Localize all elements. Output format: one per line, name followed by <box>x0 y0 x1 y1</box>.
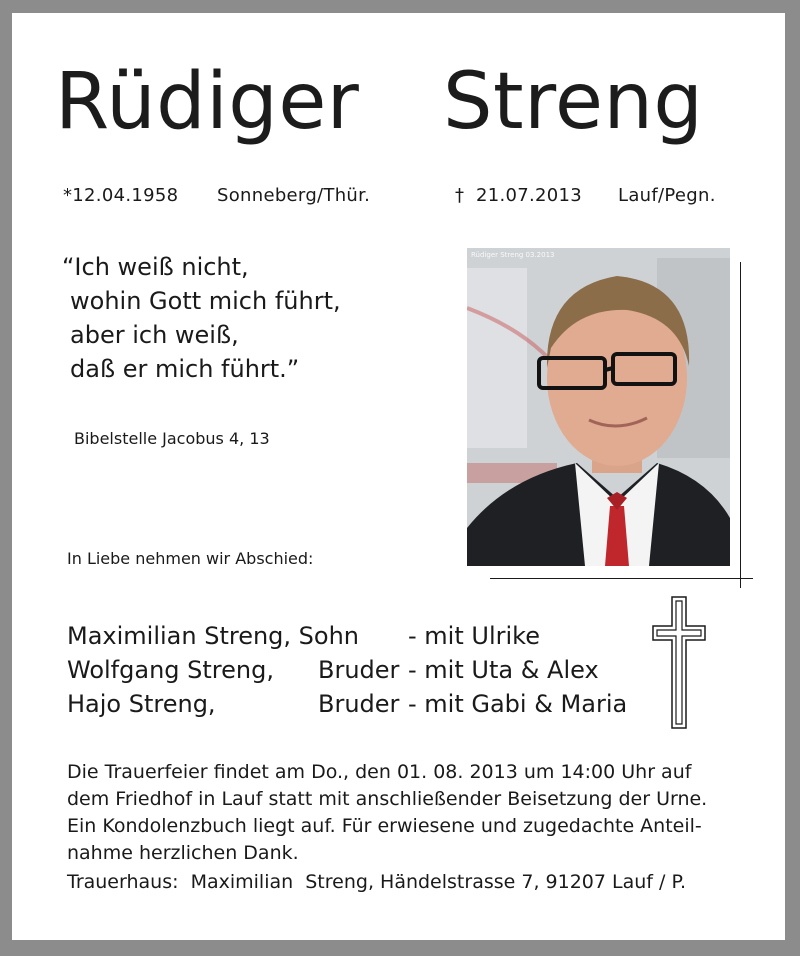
photo-frame-bottom-line <box>490 578 753 579</box>
info-line-5: Trauerhaus: Maximilian Streng, Händelstrasse 7, 91207 Lauf / P. <box>67 871 686 893</box>
family-with-1: - mit Ulrike <box>408 622 540 650</box>
info-line-3: Ein Kondolenzbuch liegt auf. Für erwiesene und zugedachte Anteil- <box>67 815 702 837</box>
death-place: Lauf/Pegn. <box>618 185 716 206</box>
family-name-2: Wolfgang Streng, <box>67 656 274 684</box>
death-symbol: † <box>455 185 465 206</box>
quote-line-4: daß er mich führt.” <box>70 355 300 383</box>
quote-line-1: “Ich weiß nicht, <box>62 253 249 281</box>
family-name-1: Maximilian Streng, Sohn <box>67 622 360 650</box>
quote-line-2: wohin Gott mich führt, <box>70 287 341 315</box>
family-relation-2: Bruder <box>318 656 400 684</box>
death-date: 21.07.2013 <box>476 185 583 206</box>
portrait-photo <box>467 248 730 566</box>
birth-date: *12.04.1958 <box>63 185 179 206</box>
first-name: Rüdiger <box>55 57 360 147</box>
birth-place: Sonneberg/Thür. <box>217 185 371 206</box>
info-line-4: nahme herzlichen Dank. <box>67 842 299 864</box>
cross-icon <box>652 596 708 730</box>
family-with-2: - mit Uta & Alex <box>408 656 599 684</box>
last-name: Streng <box>443 57 704 147</box>
photo-frame-right-line <box>740 262 741 588</box>
portrait-illustration <box>467 248 730 566</box>
info-line-2: dem Friedhof in Lauf statt mit anschließender Beisetzung der Urne. <box>67 788 708 810</box>
family-relation-3: Bruder <box>318 690 400 718</box>
quote-line-3: aber ich weiß, <box>70 321 239 349</box>
family-name-3: Hajo Streng, <box>67 690 216 718</box>
farewell-text: In Liebe nehmen wir Abschied: <box>67 549 314 568</box>
family-with-3: - mit Gabi & Maria <box>408 690 628 718</box>
photo-watermark: Rüdiger Streng 03.2013 <box>471 251 555 259</box>
quote-source: Bibelstelle Jacobus 4, 13 <box>74 429 270 448</box>
info-line-1: Die Trauerfeier findet am Do., den 01. 08. 2013 um 14:00 Uhr auf <box>67 761 692 783</box>
